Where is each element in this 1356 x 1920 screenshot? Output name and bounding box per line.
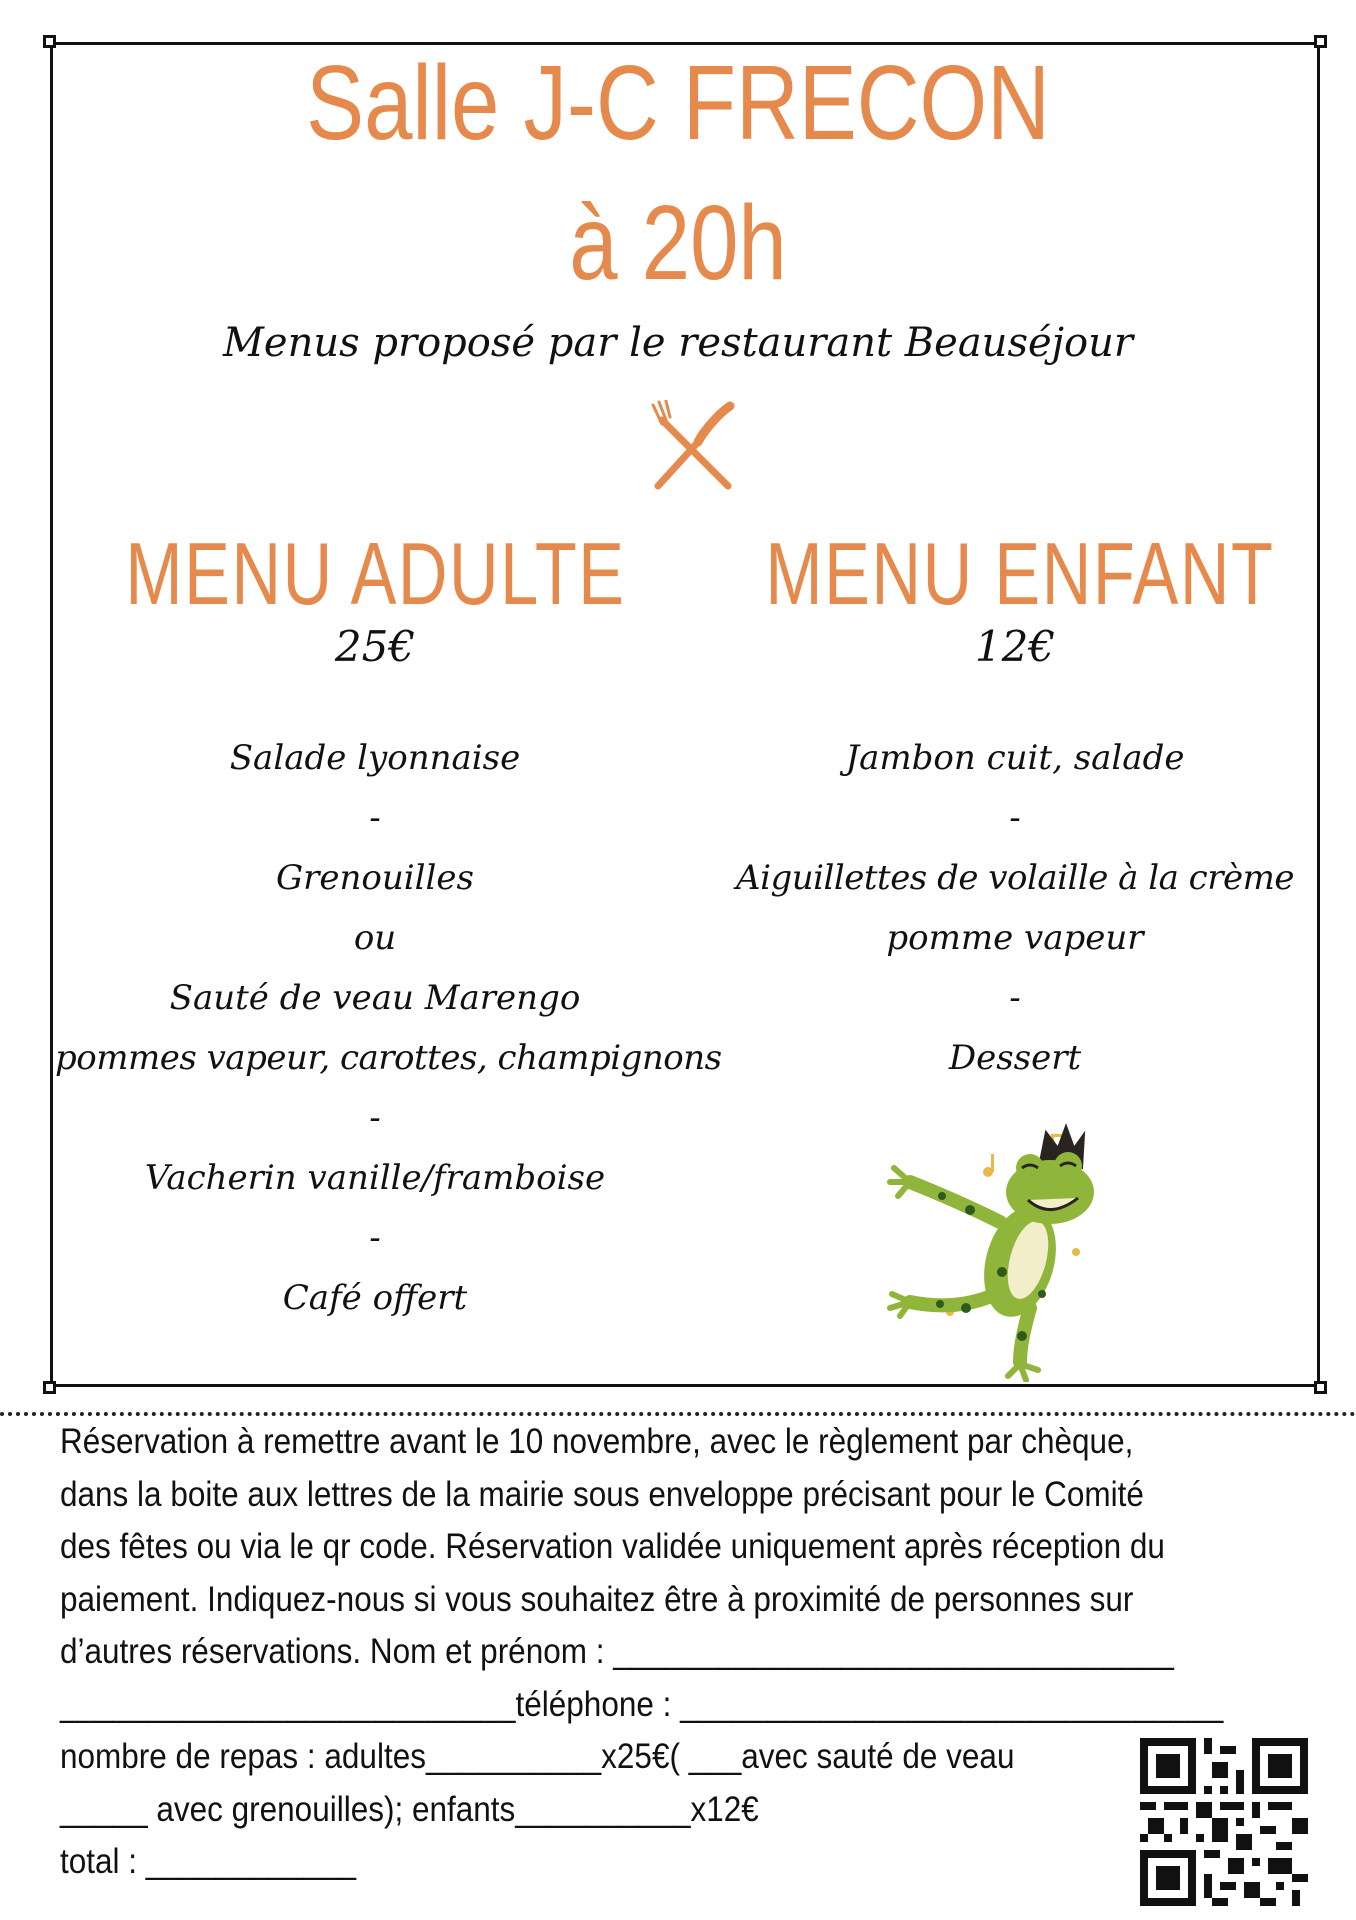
reservation-meals-line: _____ avec grenouilles); enfants__________x12€	[60, 1789, 759, 1829]
reservation-line: dans la boite aux lettres de la mairie sous enveloppe précisant pour le Comité	[60, 1474, 1144, 1514]
menu-adulte-items	[55, 728, 722, 1328]
menu-item: Grenouilles	[276, 858, 474, 899]
menu-item: Café offert	[282, 1278, 468, 1319]
menu-separator: -	[369, 798, 381, 839]
menu-subtitle: Menus proposé par le restaurant Beauséjour	[222, 320, 1134, 366]
fork-knife-icon	[648, 400, 738, 492]
menu-item: Aiguillettes de volaille à la crème	[736, 858, 1294, 899]
menu-enfant-title: MENU ENFANT	[765, 524, 1275, 623]
menu-adulte	[55, 524, 722, 1328]
menu-item: Sauté de veau Marengo	[169, 978, 581, 1019]
reservation-line: des fêtes ou via le qr code. Réservation validée uniquement après réception du	[60, 1527, 1165, 1566]
reservation-form	[60, 1416, 1305, 1889]
menu-item: Dessert	[948, 1038, 1082, 1079]
menu-separator: -	[1009, 978, 1021, 1019]
menu-adulte-title: MENU ADULTE	[125, 524, 626, 623]
dancing-frog-icon	[870, 1112, 1130, 1382]
menu-separator: -	[369, 1098, 381, 1139]
reservation-line: Réservation à remettre avant le 10 novembre, avec le règlement par chèque,	[60, 1422, 1134, 1461]
frame-corner	[1314, 35, 1327, 48]
menu-separator: -	[369, 1218, 381, 1259]
menu-item: ou	[353, 918, 397, 959]
venue-title: Salle J-C FRECON	[306, 44, 1050, 162]
menu-enfant-items	[695, 728, 1335, 1088]
reservation-total-line: total : ____________	[60, 1842, 357, 1881]
menu-separator: -	[1009, 798, 1021, 839]
menu-adulte-price: 25€	[334, 622, 416, 671]
menu-item: Salade lyonnaise	[229, 738, 521, 779]
frame-corner	[43, 35, 56, 48]
menu-item: pomme vapeur	[886, 918, 1144, 959]
time-title: à 20h	[569, 184, 787, 302]
menu-enfant-price: 12€	[974, 622, 1056, 671]
reservation-phone-line: __________________________téléphone : _______________________________	[60, 1684, 1224, 1724]
reservation-meals-line: nombre de repas : adultes__________x25€( ___avec sauté de veau	[60, 1737, 1015, 1776]
qr-code-icon[interactable]	[1140, 1738, 1308, 1906]
menu-item: Vacherin vanille/framboise	[144, 1158, 606, 1199]
frame-corner	[1314, 1381, 1327, 1394]
menu-item: Jambon cuit, salade	[845, 738, 1185, 779]
frame-corner	[43, 1381, 56, 1394]
menu-enfant	[695, 524, 1335, 1088]
reservation-line: paiement. Indiquez-nous si vous souhaitez être à proximité de personnes sur	[60, 1579, 1134, 1619]
reservation-name-line: d’autres réservations. Nom et prénom : ________________________________	[60, 1632, 1174, 1671]
menu-item: pommes vapeur, carottes, champignons	[55, 1038, 722, 1079]
